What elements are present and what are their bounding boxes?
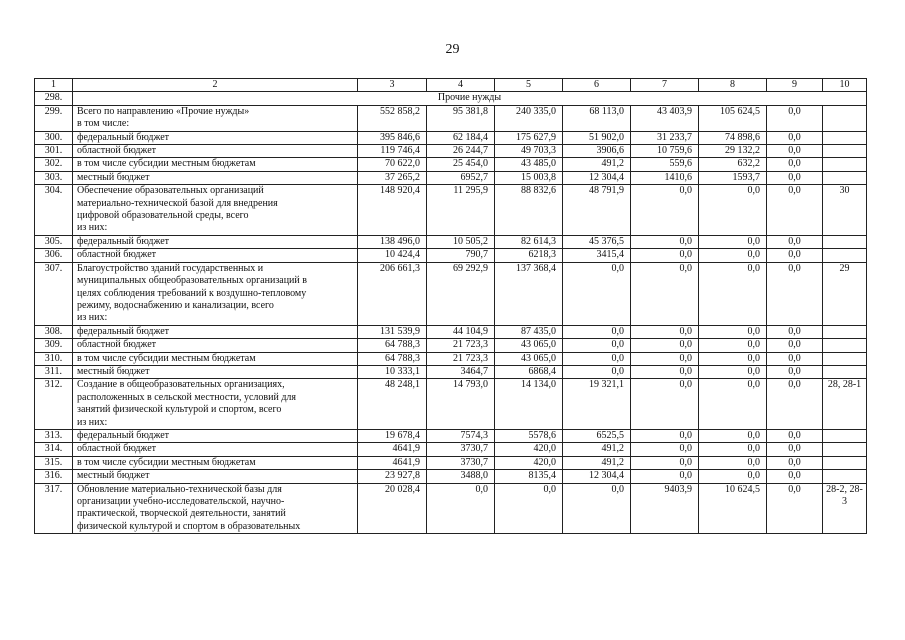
value-cell: 25 454,0: [427, 158, 495, 171]
description-line: Всего по направлению «Прочие нужды»: [77, 105, 250, 117]
row-description: [73, 365, 358, 378]
value-cell: 0,0: [563, 262, 631, 325]
table-row: [35, 158, 867, 171]
table-row: [35, 379, 867, 430]
value-cell: 0,0: [699, 429, 767, 442]
value-cell: 0,0: [631, 352, 699, 365]
value-cell: 64 788,3: [358, 339, 427, 352]
page-number: 29: [445, 42, 460, 57]
description-line: федеральный бюджет: [77, 131, 170, 143]
description-line: из них:: [77, 312, 108, 324]
description-line: областной бюджет: [77, 249, 157, 261]
value-cell: 148 920,4: [358, 185, 427, 236]
value-cell: 1410,6: [631, 171, 699, 184]
value-cell: 3415,4: [563, 249, 631, 262]
value-cell: 0,0: [631, 443, 699, 456]
value-cell: 3488,0: [427, 470, 495, 483]
row-description: [73, 379, 358, 430]
row-description: [73, 105, 358, 131]
description-line: материально-технической базой для внедрения: [77, 197, 278, 209]
value-cell: 0,0: [631, 365, 699, 378]
value-cell: 420,0: [495, 456, 563, 469]
description-line: местный бюджет: [77, 365, 150, 377]
row-number: 305.: [35, 235, 73, 248]
description-line: областной бюджет: [77, 443, 157, 455]
row-number: 303.: [35, 171, 73, 184]
reference-cell: 30: [823, 185, 867, 236]
value-cell: 0,0: [631, 235, 699, 248]
reference-cell: [823, 249, 867, 262]
value-cell: 0,0: [767, 339, 823, 352]
value-cell: 0,0: [631, 429, 699, 442]
reference-cell: [823, 171, 867, 184]
value-cell: 0,0: [767, 131, 823, 144]
row-description: [73, 158, 358, 171]
description-line: федеральный бюджет: [77, 235, 170, 247]
value-cell: 0,0: [767, 483, 823, 534]
description-line: цифровой образовательной среды, всего: [77, 210, 249, 222]
value-cell: 137 368,4: [495, 262, 563, 325]
row-number: 306.: [35, 249, 73, 262]
description-line: местный бюджет: [77, 171, 150, 183]
row-number: 315.: [35, 456, 73, 469]
value-cell: 790,7: [427, 249, 495, 262]
value-cell: 29 132,2: [699, 145, 767, 158]
row-number: 308.: [35, 325, 73, 338]
value-cell: 15 003,8: [495, 171, 563, 184]
description-line: в том числе субсидии местным бюджетам: [77, 158, 256, 170]
value-cell: 48 248,1: [358, 379, 427, 430]
value-cell: 10 505,2: [427, 235, 495, 248]
value-cell: 69 292,9: [427, 262, 495, 325]
description-line: Обеспечение образовательных организаций: [77, 185, 264, 197]
row-description: [73, 339, 358, 352]
column-header: 4: [427, 79, 495, 92]
value-cell: 4641,9: [358, 456, 427, 469]
budget-table: [34, 78, 867, 534]
value-cell: 0,0: [767, 158, 823, 171]
table-row: [35, 352, 867, 365]
value-cell: 0,0: [563, 365, 631, 378]
description-line: занятий физической культурой и спортом, всего: [77, 404, 282, 416]
value-cell: 0,0: [563, 325, 631, 338]
value-cell: 420,0: [495, 443, 563, 456]
column-header: 8: [699, 79, 767, 92]
value-cell: 95 381,8: [427, 105, 495, 131]
value-cell: 0,0: [767, 235, 823, 248]
description-line: целях соблюдения требований к воздушно-тепловому: [77, 287, 307, 299]
value-cell: 6952,7: [427, 171, 495, 184]
reference-cell: [823, 145, 867, 158]
value-cell: 37 265,2: [358, 171, 427, 184]
value-cell: 44 104,9: [427, 325, 495, 338]
value-cell: 0,0: [699, 443, 767, 456]
value-cell: 119 746,4: [358, 145, 427, 158]
row-description: [73, 483, 358, 534]
reference-cell: [823, 456, 867, 469]
value-cell: 64 788,3: [358, 352, 427, 365]
value-cell: 48 791,9: [563, 185, 631, 236]
value-cell: 21 723,3: [427, 339, 495, 352]
value-cell: 6868,4: [495, 365, 563, 378]
row-number: 310.: [35, 352, 73, 365]
row-number: 313.: [35, 429, 73, 442]
value-cell: 62 184,4: [427, 131, 495, 144]
row-number: 300.: [35, 131, 73, 144]
value-cell: 0,0: [631, 249, 699, 262]
value-cell: 0,0: [699, 235, 767, 248]
value-cell: 43 065,0: [495, 352, 563, 365]
value-cell: 20 028,4: [358, 483, 427, 534]
value-cell: 0,0: [631, 470, 699, 483]
value-cell: 14 793,0: [427, 379, 495, 430]
value-cell: 0,0: [699, 456, 767, 469]
value-cell: 0,0: [563, 352, 631, 365]
description-line: в том числе субсидии местным бюджетам: [77, 456, 256, 468]
row-description: [73, 456, 358, 469]
value-cell: 491,2: [563, 456, 631, 469]
row-number: 314.: [35, 443, 73, 456]
table-row: [35, 145, 867, 158]
reference-cell: [823, 235, 867, 248]
reference-cell: [823, 429, 867, 442]
value-cell: 0,0: [767, 379, 823, 430]
row-description: [73, 235, 358, 248]
value-cell: 82 614,3: [495, 235, 563, 248]
value-cell: 87 435,0: [495, 325, 563, 338]
row-number: 298.: [35, 92, 73, 105]
row-description: [73, 325, 358, 338]
value-cell: 43 065,0: [495, 339, 563, 352]
column-header: 6: [563, 79, 631, 92]
value-cell: 632,2: [699, 158, 767, 171]
description-line: местный бюджет: [77, 470, 150, 482]
row-number: 311.: [35, 365, 73, 378]
section-row: [35, 92, 867, 105]
value-cell: 491,2: [563, 443, 631, 456]
value-cell: 105 624,5: [699, 105, 767, 131]
section-title: Прочие нужды: [73, 92, 867, 105]
value-cell: 0,0: [631, 456, 699, 469]
value-cell: 49 703,3: [495, 145, 563, 158]
value-cell: 43 485,0: [495, 158, 563, 171]
description-line: физической культурой и спортом в образовательных: [77, 520, 301, 532]
description-line: федеральный бюджет: [77, 325, 170, 337]
description-line: режиму, водоснабжению и канализации, всего: [77, 299, 274, 311]
row-number: 304.: [35, 185, 73, 236]
value-cell: 0,0: [767, 443, 823, 456]
value-cell: 7574,3: [427, 429, 495, 442]
value-cell: 45 376,5: [563, 235, 631, 248]
table-row: [35, 443, 867, 456]
row-description: [73, 429, 358, 442]
row-description: [73, 470, 358, 483]
row-description: [73, 145, 358, 158]
description-line: из них:: [77, 416, 108, 428]
row-description: [73, 131, 358, 144]
value-cell: 0,0: [699, 470, 767, 483]
value-cell: 1593,7: [699, 171, 767, 184]
value-cell: 0,0: [699, 339, 767, 352]
row-number: 299.: [35, 105, 73, 131]
description-line: в том числе субсидии местным бюджетам: [77, 352, 256, 364]
value-cell: 88 832,6: [495, 185, 563, 236]
value-cell: 10 424,4: [358, 249, 427, 262]
description-line: из них:: [77, 222, 108, 234]
value-cell: 552 858,2: [358, 105, 427, 131]
value-cell: 0,0: [767, 262, 823, 325]
row-number: 301.: [35, 145, 73, 158]
description-line: областной бюджет: [77, 145, 157, 157]
column-header: 5: [495, 79, 563, 92]
value-cell: 0,0: [767, 105, 823, 131]
reference-cell: [823, 325, 867, 338]
table-row: [35, 131, 867, 144]
table-row: [35, 339, 867, 352]
description-line: Создание в общеобразовательных организациях,: [77, 379, 285, 391]
row-number: 309.: [35, 339, 73, 352]
value-cell: 3906,6: [563, 145, 631, 158]
row-description: [73, 352, 358, 365]
value-cell: 74 898,6: [699, 131, 767, 144]
description-line: Благоустройство зданий государственных и: [77, 262, 264, 274]
value-cell: 0,0: [427, 483, 495, 534]
value-cell: 0,0: [767, 456, 823, 469]
reference-cell: [823, 443, 867, 456]
value-cell: 0,0: [631, 185, 699, 236]
table-row: [35, 105, 867, 131]
value-cell: 240 335,0: [495, 105, 563, 131]
value-cell: 5578,6: [495, 429, 563, 442]
value-cell: 131 539,9: [358, 325, 427, 338]
value-cell: 0,0: [563, 339, 631, 352]
value-cell: 3730,7: [427, 456, 495, 469]
value-cell: 51 902,0: [563, 131, 631, 144]
value-cell: 12 304,4: [563, 171, 631, 184]
value-cell: 0,0: [631, 379, 699, 430]
value-cell: 0,0: [699, 352, 767, 365]
value-cell: 19 321,1: [563, 379, 631, 430]
value-cell: 0,0: [699, 249, 767, 262]
value-cell: 10 624,5: [699, 483, 767, 534]
value-cell: 9403,9: [631, 483, 699, 534]
table-row: [35, 235, 867, 248]
value-cell: 0,0: [699, 185, 767, 236]
table-row: [35, 365, 867, 378]
value-cell: 68 113,0: [563, 105, 631, 131]
column-header: 9: [767, 79, 823, 92]
description-line: областной бюджет: [77, 339, 157, 351]
description-line: расположенных в сельской местности, условий для: [77, 391, 297, 403]
value-cell: 43 403,9: [631, 105, 699, 131]
reference-cell: [823, 352, 867, 365]
row-number: 302.: [35, 158, 73, 171]
value-cell: 10 333,1: [358, 365, 427, 378]
table-row: [35, 185, 867, 236]
value-cell: 0,0: [495, 483, 563, 534]
row-description: [73, 249, 358, 262]
description-line: муниципальных общеобразовательных организаций в: [77, 275, 307, 287]
table-row: [35, 262, 867, 325]
reference-cell: 29: [823, 262, 867, 325]
table-row: [35, 429, 867, 442]
row-description: [73, 185, 358, 236]
row-number: 317.: [35, 483, 73, 534]
value-cell: 0,0: [767, 145, 823, 158]
value-cell: 0,0: [699, 365, 767, 378]
row-number: 312.: [35, 379, 73, 430]
value-cell: 0,0: [563, 483, 631, 534]
value-cell: 31 233,7: [631, 131, 699, 144]
value-cell: 0,0: [767, 365, 823, 378]
value-cell: 175 627,9: [495, 131, 563, 144]
value-cell: 0,0: [767, 171, 823, 184]
reference-cell: [823, 470, 867, 483]
value-cell: 10 759,6: [631, 145, 699, 158]
value-cell: 14 134,0: [495, 379, 563, 430]
table-row: [35, 483, 867, 534]
table-row: [35, 171, 867, 184]
value-cell: 0,0: [631, 262, 699, 325]
value-cell: 11 295,9: [427, 185, 495, 236]
value-cell: 0,0: [767, 325, 823, 338]
description-line: организации учебно-исследовательской, научно-: [77, 496, 285, 507]
table-row: [35, 249, 867, 262]
reference-cell: [823, 158, 867, 171]
column-header: 2: [73, 79, 358, 92]
value-cell: 0,0: [767, 352, 823, 365]
row-description: [73, 443, 358, 456]
value-cell: 0,0: [767, 429, 823, 442]
column-number-row: [35, 79, 867, 92]
value-cell: 0,0: [699, 379, 767, 430]
value-cell: 4641,9: [358, 443, 427, 456]
column-header: 10: [823, 79, 867, 92]
column-header: 1: [35, 79, 73, 92]
value-cell: 206 661,3: [358, 262, 427, 325]
table-row: [35, 470, 867, 483]
reference-cell: 28-2, 28-3: [823, 483, 867, 534]
value-cell: 0,0: [767, 470, 823, 483]
value-cell: 3464,7: [427, 365, 495, 378]
table-row: [35, 456, 867, 469]
value-cell: 26 244,7: [427, 145, 495, 158]
value-cell: 6218,3: [495, 249, 563, 262]
value-cell: 21 723,3: [427, 352, 495, 365]
value-cell: 138 496,0: [358, 235, 427, 248]
value-cell: 0,0: [631, 339, 699, 352]
reference-cell: [823, 105, 867, 131]
value-cell: 395 846,6: [358, 131, 427, 144]
value-cell: 0,0: [699, 262, 767, 325]
description-line: практической, творческой деятельности, занятий: [77, 508, 286, 520]
value-cell: 12 304,4: [563, 470, 631, 483]
value-cell: 23 927,8: [358, 470, 427, 483]
value-cell: 8135,4: [495, 470, 563, 483]
value-cell: 0,0: [699, 325, 767, 338]
value-cell: 70 622,0: [358, 158, 427, 171]
row-number: 307.: [35, 262, 73, 325]
row-description: [73, 262, 358, 325]
column-header: 7: [631, 79, 699, 92]
table-row: [35, 325, 867, 338]
value-cell: 3730,7: [427, 443, 495, 456]
row-number: 316.: [35, 470, 73, 483]
value-cell: 6525,5: [563, 429, 631, 442]
reference-cell: 28, 28-1: [823, 379, 867, 430]
description-line: Обновление материально-технической базы для: [77, 483, 282, 495]
column-header: 3: [358, 79, 427, 92]
reference-cell: [823, 131, 867, 144]
value-cell: 491,2: [563, 158, 631, 171]
value-cell: 0,0: [767, 249, 823, 262]
description-line: федеральный бюджет: [77, 429, 170, 441]
reference-cell: [823, 339, 867, 352]
reference-cell: [823, 365, 867, 378]
row-description: [73, 171, 358, 184]
value-cell: 0,0: [767, 185, 823, 236]
description-line: в том числе:: [77, 118, 130, 130]
value-cell: 559,6: [631, 158, 699, 171]
value-cell: 19 678,4: [358, 429, 427, 442]
value-cell: 0,0: [631, 325, 699, 338]
